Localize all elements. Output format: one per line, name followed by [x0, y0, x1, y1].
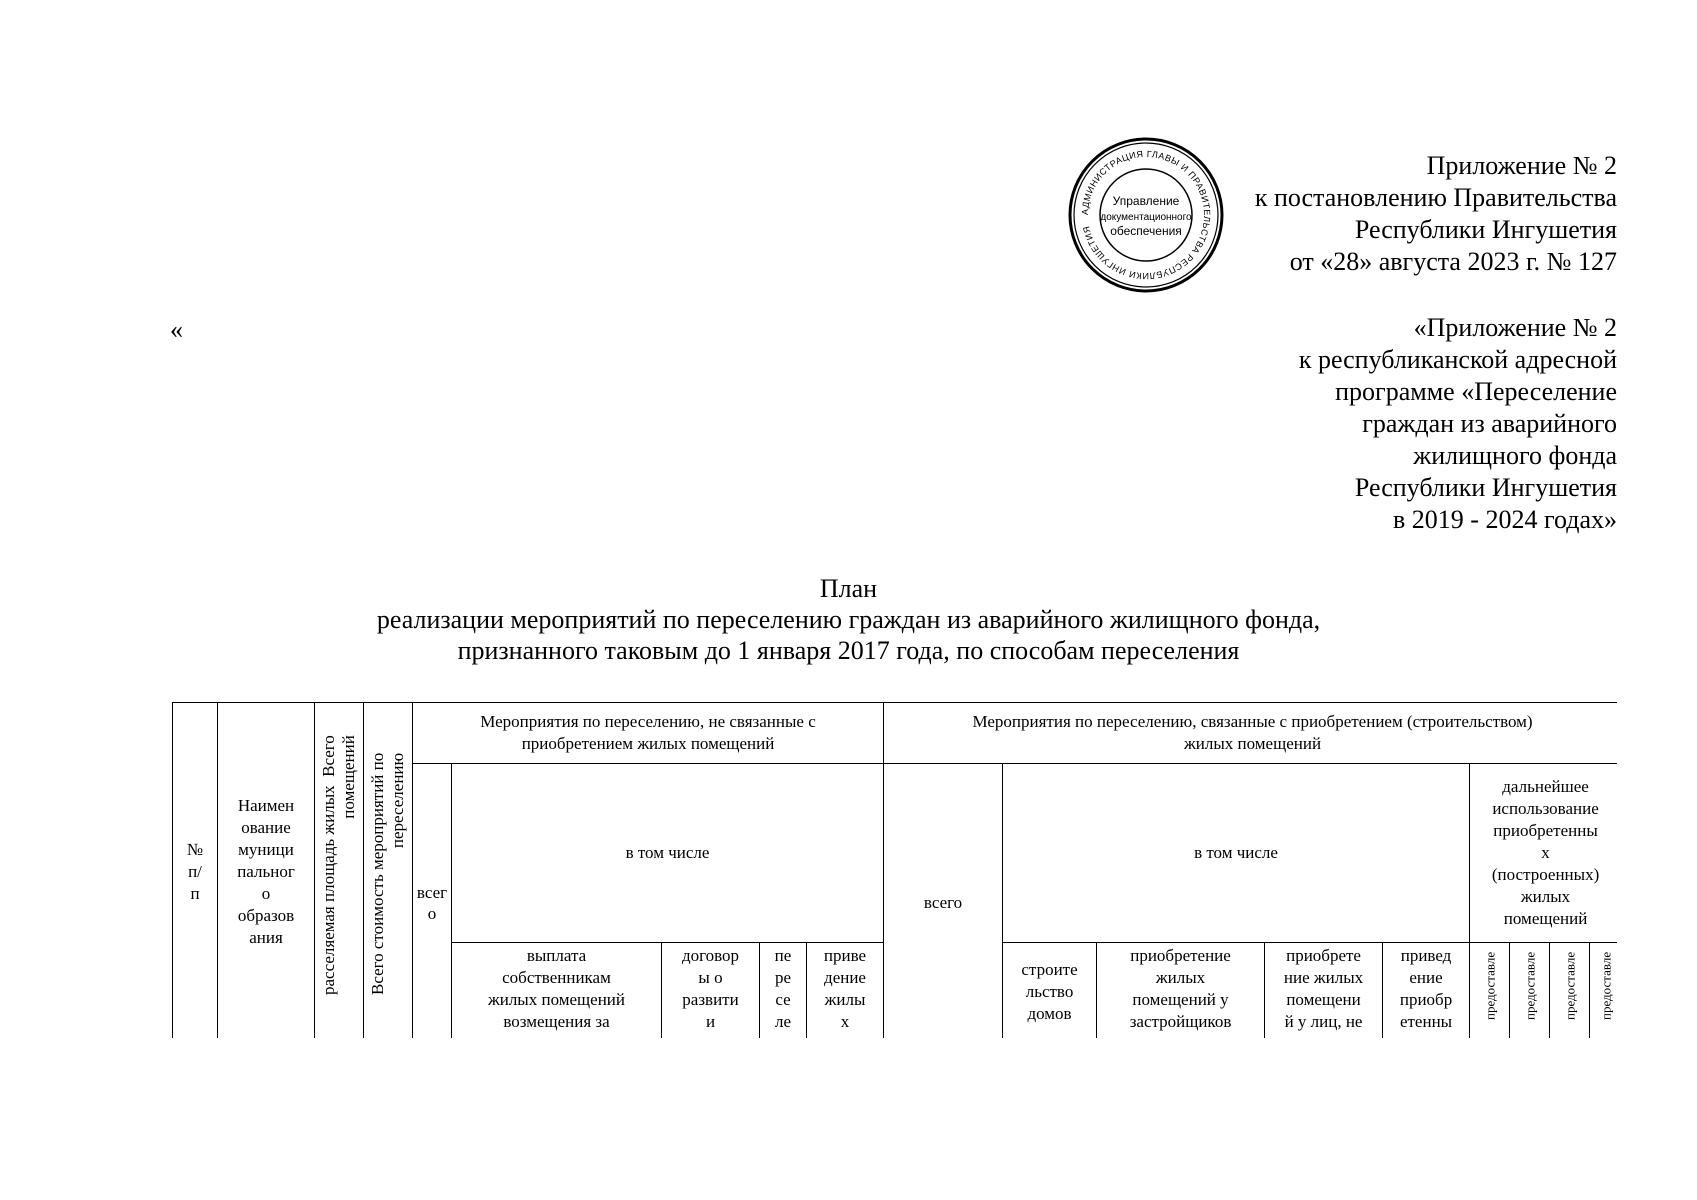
appendix-line: граждан из аварийного — [1362, 409, 1617, 438]
group-related-header: Мероприятия по переселению, связанные с приобретением (строительством) жилых помещений — [884, 703, 1617, 764]
sub-acquisition-developers: приобретение жилых помещений у застройщиков — [1097, 943, 1265, 1039]
header-line: Республики Ингушетия — [1354, 215, 1617, 244]
in-that-number-header-2: в том числе — [1003, 764, 1470, 943]
group-not-related-header: Мероприятия по переселению, не связанные с приобретением жилых помещений — [413, 703, 884, 764]
appendix-line: жилищного фонда — [1413, 441, 1617, 470]
sub-provision-3: предоставле — [1550, 943, 1590, 1039]
further-use-header: дальнейшее использование приобретенны х (построенных) жилых помещений — [1470, 764, 1617, 943]
appendix-line: программе «Переселение — [1335, 377, 1617, 406]
sub-bringing-acquired: привед ение приобр етенны — [1383, 943, 1470, 1039]
stamp-seal — [1066, 135, 1226, 295]
col-cost-header: Всего стоимость мероприятий по переселению — [364, 703, 413, 1039]
appendix-line: Республики Ингушетия — [1354, 473, 1617, 502]
stamp-line-1: Управление — [1112, 194, 1180, 208]
appendix-header — [1299, 312, 1617, 536]
col-number-header: № п/ п — [173, 703, 218, 1039]
header-line: от «28» августа 2023 г. № 127 — [1289, 247, 1617, 276]
sub-provision-4: предоставле — [1590, 943, 1617, 1039]
stamp-ring-text: АДМИНИСТРАЦИЯ ГЛАВЫ И ПРАВИТЕЛЬСТВА РЕСПУБЛИКИ ИНГУШЕТИЯ — [1079, 148, 1213, 282]
stamp-line-2: документационного — [1100, 212, 1192, 223]
stamp-line-3: обеспечения — [1110, 224, 1182, 238]
vsego-header: всего — [884, 764, 1003, 1039]
col-area-header: расселяемая площадь жилых Всего помещений — [315, 703, 364, 1039]
sub-resettlement: пе ре се ле — [760, 943, 807, 1039]
title-line: признанного таковым до 1 января 2017 года, по способам переселения — [457, 636, 1240, 665]
header-line: к постановлению Правительства — [1254, 183, 1617, 212]
appendix-line: «Приложение № 2 — [1413, 313, 1617, 342]
plan-table — [172, 702, 1617, 1038]
appendix-line: в 2019 - 2024 годах» — [1393, 505, 1617, 534]
sub-acquisition-persons: приобрете ние жилых помещени й у лиц, не — [1265, 943, 1383, 1039]
sub-construction: строите льство домов — [1003, 943, 1097, 1039]
header-line: Приложение № 2 — [1426, 151, 1617, 180]
sub-provision-1: предоставле — [1470, 943, 1510, 1039]
plan-title — [0, 573, 1697, 666]
resolution-header — [1255, 150, 1617, 278]
col-municipality-header: Наимен ование муници пальног о образов ания — [218, 703, 315, 1039]
sub-payment-owners: выплата собственникам жилых помещений возмещения за — [452, 943, 662, 1039]
title-line: реализации мероприятий по переселению граждан из аварийного жилищного фонда, — [376, 605, 1321, 634]
appendix-line: к республиканской адресной — [1298, 345, 1617, 374]
sub-provision-2: предоставле — [1510, 943, 1550, 1039]
sub-bringing-housing: приве дение жилы х — [807, 943, 884, 1039]
stamp-icon — [1066, 135, 1226, 295]
sub-development-contracts: договор ы о развити и — [662, 943, 760, 1039]
title-line: План — [819, 574, 878, 603]
plan-table-wrapper — [172, 702, 1617, 1038]
vsego-stacked-header: всего — [413, 764, 452, 1039]
open-quote: « — [170, 315, 183, 344]
in-that-number-header: в том числе — [452, 764, 884, 943]
